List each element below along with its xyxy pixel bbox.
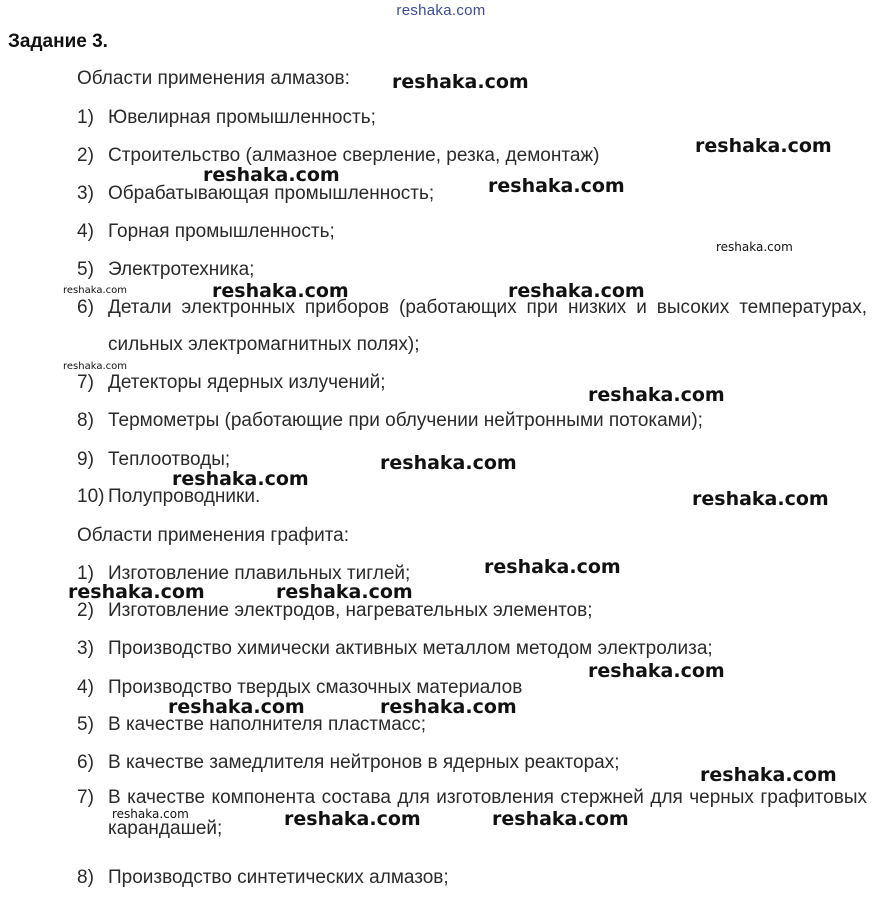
diamond-item-2 bbox=[77, 137, 867, 174]
diamond-item-10 bbox=[77, 478, 867, 515]
diamond-item-8 bbox=[77, 402, 867, 439]
watermark: reshaka.com bbox=[392, 71, 529, 93]
item-text: Изготовление электродов, нагревательных элементов; bbox=[108, 600, 593, 621]
item-number: 3) bbox=[77, 183, 94, 204]
graphite-item-8 bbox=[77, 859, 867, 896]
item-number: 1) bbox=[77, 563, 94, 584]
item-number: 4) bbox=[77, 677, 94, 698]
graphite-item-1 bbox=[77, 555, 867, 592]
watermark: reshaka.com bbox=[112, 807, 189, 821]
item-number: 6) bbox=[77, 297, 94, 318]
item-text: Строительство (алмазное сверление, резка, демонтаж) bbox=[108, 145, 600, 166]
watermark: reshaka.com bbox=[692, 488, 829, 510]
item-number: 2) bbox=[77, 600, 94, 621]
watermark: reshaka.com bbox=[284, 808, 421, 830]
watermark: reshaka.com bbox=[63, 361, 127, 372]
item-number: 6) bbox=[77, 752, 94, 773]
item-number: 8) bbox=[77, 410, 94, 431]
item-number: 10) bbox=[77, 486, 105, 507]
graphite-heading: Области применения графита: bbox=[77, 525, 350, 546]
watermark: reshaka.com bbox=[172, 468, 309, 490]
item-number: 3) bbox=[77, 638, 94, 659]
watermark: reshaka.com bbox=[492, 808, 629, 830]
item-text: Производство синтетических алмазов; bbox=[108, 867, 449, 888]
item-number: 1) bbox=[77, 107, 94, 128]
item-text: Детекторы ядерных излучений; bbox=[108, 372, 386, 393]
item-text: Полупроводники. bbox=[108, 486, 261, 507]
watermark: reshaka.com bbox=[508, 280, 645, 302]
item-number: 7) bbox=[77, 787, 94, 808]
watermark: reshaka.com bbox=[380, 452, 517, 474]
watermark: reshaka.com bbox=[212, 280, 349, 302]
item-text: Изготовление плавильных тиглей; bbox=[108, 563, 411, 584]
watermark: reshaka.com bbox=[695, 135, 832, 157]
diamond-item-3 bbox=[77, 175, 867, 212]
item-number: 9) bbox=[77, 449, 94, 470]
watermark: reshaka.com bbox=[68, 581, 205, 603]
item-text: Термометры (работающие при облучении нейтронными потоками); bbox=[108, 410, 703, 431]
watermark: reshaka.com bbox=[716, 240, 793, 254]
item-number: 5) bbox=[77, 259, 94, 280]
diamond-item-1 bbox=[77, 99, 867, 136]
task-title: Задание 3. bbox=[8, 31, 108, 52]
item-number: 7) bbox=[77, 372, 94, 393]
item-text: Производство твердых смазочных материалов bbox=[108, 677, 523, 698]
watermark: reshaka.com bbox=[380, 696, 517, 718]
watermark: reshaka.com bbox=[203, 164, 340, 186]
item-text: В качестве наполнителя пластмасс; bbox=[108, 714, 427, 735]
watermark: reshaka.com bbox=[588, 384, 725, 406]
graphite-item-5 bbox=[77, 706, 867, 743]
diamond-item-4 bbox=[77, 213, 867, 250]
diamond-item-7 bbox=[77, 364, 867, 401]
item-text: В качестве компонента состава для изготовления стержней для черных графитовых карандашей; bbox=[108, 787, 867, 839]
graphite-item-2 bbox=[77, 592, 867, 629]
graphite-item-4 bbox=[77, 669, 867, 706]
item-text: Производство химически активных металлом методом электролиза; bbox=[108, 638, 713, 659]
item-text: Детали электронных приборов (работающих при низких и высоких температурах, сильных электромагнитных полях); bbox=[108, 297, 867, 355]
item-text: Ювелирная промышленность; bbox=[108, 107, 376, 128]
watermark: reshaka.com bbox=[484, 556, 621, 578]
watermark: reshaka.com bbox=[488, 175, 625, 197]
diamonds-heading: Области применения алмазов: bbox=[77, 68, 350, 89]
watermark: reshaka.com bbox=[700, 764, 837, 786]
diamond-item-5 bbox=[77, 251, 867, 288]
item-number: 2) bbox=[77, 145, 94, 166]
item-text: Теплоотводы; bbox=[108, 449, 231, 470]
diamond-item-6 bbox=[77, 289, 867, 363]
graphite-item-7 bbox=[77, 782, 867, 844]
watermark: reshaka.com bbox=[276, 581, 413, 603]
item-number: 4) bbox=[77, 221, 94, 242]
item-number: 8) bbox=[77, 867, 94, 888]
graphite-item-6 bbox=[77, 744, 867, 781]
item-text: Горная промышленность; bbox=[108, 221, 335, 242]
diamond-item-9 bbox=[77, 441, 867, 478]
graphite-item-3 bbox=[77, 630, 867, 667]
watermark: reshaka.com bbox=[63, 285, 127, 296]
site-header[interactable]: reshaka.com bbox=[396, 2, 486, 19]
watermark: reshaka.com bbox=[588, 660, 725, 682]
watermark: reshaka.com bbox=[168, 696, 305, 718]
item-text: В качестве замедлителя нейтронов в ядерных реакторах; bbox=[108, 752, 620, 773]
item-text: Обрабатывающая промышленность; bbox=[108, 183, 435, 204]
item-number: 5) bbox=[77, 714, 94, 735]
item-text: Электротехника; bbox=[108, 259, 255, 280]
